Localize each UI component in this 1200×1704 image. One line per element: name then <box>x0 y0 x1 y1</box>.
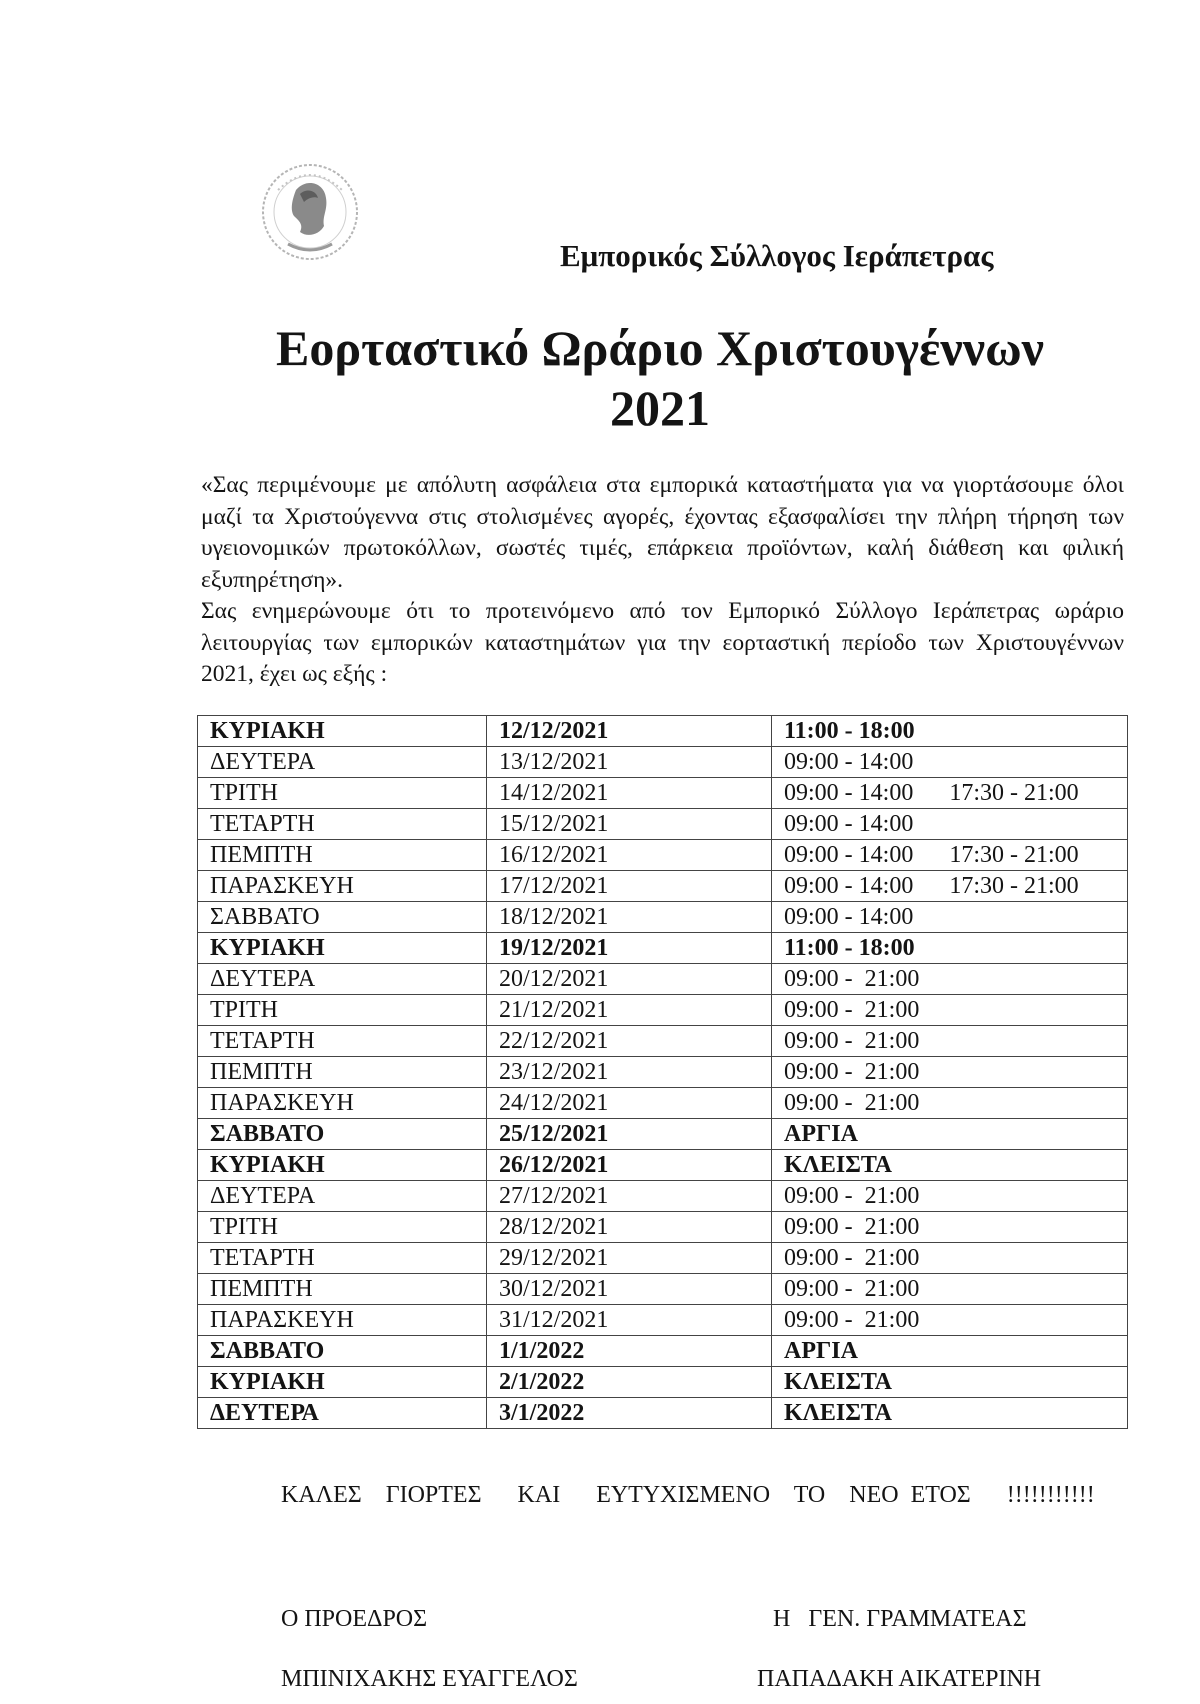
day-cell: ΔΕΥΤΕΡΑ <box>198 1181 487 1212</box>
table-row <box>198 1336 1128 1367</box>
hours-evening: 17:30 - 21:00 <box>949 873 1079 899</box>
hours-primary: 09:00 - 21:00 <box>784 997 920 1023</box>
date-cell: 23/12/2021 <box>487 1057 772 1088</box>
hours-primary: 09:00 - 21:00 <box>784 1059 920 1085</box>
president-name: ΜΠΙΝΙΧΑΚΗΣ ΕΥΑΓΓΕΛΟΣ <box>281 1666 578 1692</box>
secretary-title: Η ΓΕΝ. ΓΡΑΜΜΑΤΕΑΣ <box>773 1606 1027 1632</box>
date-cell: 30/12/2021 <box>487 1274 772 1305</box>
day-cell: ΚΥΡΙΑΚΗ <box>198 716 487 747</box>
date-cell: 21/12/2021 <box>487 995 772 1026</box>
day-cell: ΣΑΒΒΑΤΟ <box>198 1119 487 1150</box>
hours-primary: ΚΛΕΙΣΤΑ <box>784 1400 892 1426</box>
table-row <box>198 1181 1128 1212</box>
hours-cell <box>772 933 1128 964</box>
day-cell: ΠΕΜΠΤΗ <box>198 1057 487 1088</box>
date-cell: 22/12/2021 <box>487 1026 772 1057</box>
date-cell: 14/12/2021 <box>487 778 772 809</box>
date-cell: 15/12/2021 <box>487 809 772 840</box>
hours-cell <box>772 1057 1128 1088</box>
organization-name: Εμπορικός Σύλλογος Ιεράπετρας <box>560 238 994 273</box>
hours-primary: 09:00 - 21:00 <box>784 1183 920 1209</box>
table-row <box>198 871 1128 902</box>
hours-primary: 09:00 - 21:00 <box>784 1214 920 1240</box>
table-row <box>198 1243 1128 1274</box>
hours-primary: 11:00 - 18:00 <box>784 935 915 961</box>
table-row <box>198 1305 1128 1336</box>
hours-cell <box>772 778 1128 809</box>
hours-primary: 09:00 - 21:00 <box>784 1245 920 1271</box>
date-cell: 2/1/2022 <box>487 1367 772 1398</box>
day-cell: ΠΑΡΑΣΚΕΥΗ <box>198 871 487 902</box>
hours-primary: 09:00 - 14:00 <box>784 873 914 899</box>
hours-cell <box>772 964 1128 995</box>
intro-text <box>201 470 1124 691</box>
day-cell: ΚΥΡΙΑΚΗ <box>198 1150 487 1181</box>
hours-primary: 09:00 - 14:00 <box>784 842 914 868</box>
day-cell: ΠΑΡΑΣΚΕΥΗ <box>198 1088 487 1119</box>
holiday-schedule-table <box>197 715 1128 1429</box>
day-cell: ΔΕΥΤΕΡΑ <box>198 964 487 995</box>
day-cell: ΣΑΒΒΑΤΟ <box>198 902 487 933</box>
date-cell: 19/12/2021 <box>487 933 772 964</box>
table-row <box>198 1274 1128 1305</box>
hours-cell <box>772 1305 1128 1336</box>
hours-primary: 09:00 - 21:00 <box>784 1090 920 1116</box>
table-row <box>198 809 1128 840</box>
date-cell: 26/12/2021 <box>487 1150 772 1181</box>
hours-cell <box>772 1212 1128 1243</box>
hours-cell <box>772 809 1128 840</box>
date-cell: 12/12/2021 <box>487 716 772 747</box>
intro-quote: «Σας περιμένουμε με απόλυτη ασφάλεια στα εμπορικά καταστήματα για να γιορτάσουμε όλοι μαζί τα Χριστούγεννα στις στολισμένες αγορές, έχοντας εξασφαλίσει την πλήρη τήρηση των υγειονομικών πρωτοκόλλων, σωστές τιμές, επάρκεια προϊόντων, καλή διάθεση και φιλική εξυπηρέτηση». <box>201 472 1124 593</box>
date-cell: 17/12/2021 <box>487 871 772 902</box>
table-row <box>198 716 1128 747</box>
hours-primary: 09:00 - 14:00 <box>784 904 914 930</box>
hours-cell <box>772 1243 1128 1274</box>
date-cell: 18/12/2021 <box>487 902 772 933</box>
table-row <box>198 1398 1128 1429</box>
table-row <box>198 964 1128 995</box>
day-cell: ΚΥΡΙΑΚΗ <box>198 1367 487 1398</box>
date-cell: 25/12/2021 <box>487 1119 772 1150</box>
date-cell: 31/12/2021 <box>487 1305 772 1336</box>
date-cell: 13/12/2021 <box>487 747 772 778</box>
hours-cell <box>772 747 1128 778</box>
day-cell: ΠΕΜΠΤΗ <box>198 840 487 871</box>
day-cell: ΤΡΙΤΗ <box>198 995 487 1026</box>
table-row <box>198 902 1128 933</box>
hours-primary: ΚΛΕΙΣΤΑ <box>784 1152 892 1178</box>
table-row <box>198 840 1128 871</box>
hours-cell <box>772 1150 1128 1181</box>
hours-cell <box>772 902 1128 933</box>
hours-primary: 09:00 - 21:00 <box>784 1028 920 1054</box>
date-cell: 28/12/2021 <box>487 1212 772 1243</box>
day-cell: ΤΡΙΤΗ <box>198 778 487 809</box>
table-row <box>198 1367 1128 1398</box>
day-cell: ΤΕΤΑΡΤΗ <box>198 1243 487 1274</box>
title-line-1: Εορταστικό Ωράριο Χριστουγέννων <box>276 320 1044 376</box>
hours-cell <box>772 716 1128 747</box>
day-cell: ΣΑΒΒΑΤΟ <box>198 1336 487 1367</box>
hours-primary: ΑΡΓΙΑ <box>784 1121 858 1147</box>
holiday-wishes: ΚΑΛΕΣ ΓΙΟΡΤΕΣ ΚΑΙ ΕΥΤΥΧΙΣΜΕΝΟ ΤΟ ΝΕΟ ΕΤΟΣ !!!!!!!!!!! <box>281 1482 1095 1508</box>
table-row <box>198 1026 1128 1057</box>
table-row <box>198 747 1128 778</box>
date-cell: 1/1/2022 <box>487 1336 772 1367</box>
date-cell: 24/12/2021 <box>487 1088 772 1119</box>
hours-primary: 09:00 - 21:00 <box>784 1307 920 1333</box>
president-title: Ο ΠΡΟΕΔΡΟΣ <box>281 1606 428 1632</box>
intro-notice: Σας ενημερώνουμε ότι το προτεινόμενο από τον Εμπορικό Σύλλογο Ιεράπετρας ωράριο λειτουργίας των εμπορικών καταστημάτων για την εορταστική περίοδο των Χριστουγέννων 2021, έχει ως εξής : <box>201 598 1124 687</box>
table-row <box>198 995 1128 1026</box>
table-row <box>198 1119 1128 1150</box>
association-seal-logo <box>258 160 362 264</box>
title-year: 2021 <box>610 380 710 436</box>
hours-cell <box>772 840 1128 871</box>
hours-evening: 17:30 - 21:00 <box>949 780 1079 806</box>
hours-cell <box>772 1336 1128 1367</box>
table-row <box>198 1150 1128 1181</box>
hours-cell <box>772 1274 1128 1305</box>
day-cell: ΠΕΜΠΤΗ <box>198 1274 487 1305</box>
day-cell: ΔΕΥΤΕΡΑ <box>198 1398 487 1429</box>
day-cell: ΤΡΙΤΗ <box>198 1212 487 1243</box>
hours-cell <box>772 1026 1128 1057</box>
date-cell: 20/12/2021 <box>487 964 772 995</box>
hours-primary: 09:00 - 14:00 <box>784 780 914 806</box>
hours-cell <box>772 1119 1128 1150</box>
date-cell: 27/12/2021 <box>487 1181 772 1212</box>
table-row <box>198 1212 1128 1243</box>
table-row <box>198 1088 1128 1119</box>
hours-cell <box>772 995 1128 1026</box>
hours-primary: 11:00 - 18:00 <box>784 718 915 744</box>
hours-cell <box>772 1181 1128 1212</box>
hours-cell <box>772 1367 1128 1398</box>
hours-primary: 09:00 - 14:00 <box>784 811 914 837</box>
table-row <box>198 1057 1128 1088</box>
hours-primary: ΑΡΓΙΑ <box>784 1338 858 1364</box>
day-cell: ΤΕΤΑΡΤΗ <box>198 809 487 840</box>
hours-cell <box>772 1088 1128 1119</box>
hours-primary: 09:00 - 21:00 <box>784 966 920 992</box>
hours-primary: 09:00 - 21:00 <box>784 1276 920 1302</box>
day-cell: ΔΕΥΤΕΡΑ <box>198 747 487 778</box>
hours-cell <box>772 1398 1128 1429</box>
hours-primary: 09:00 - 14:00 <box>784 749 914 775</box>
date-cell: 16/12/2021 <box>487 840 772 871</box>
hours-primary: ΚΛΕΙΣΤΑ <box>784 1369 892 1395</box>
table-row <box>198 778 1128 809</box>
day-cell: ΤΕΤΑΡΤΗ <box>198 1026 487 1057</box>
table-row <box>198 933 1128 964</box>
hours-evening: 17:30 - 21:00 <box>949 842 1079 868</box>
day-cell: ΠΑΡΑΣΚΕΥΗ <box>198 1305 487 1336</box>
secretary-name: ΠΑΠΑΔΑΚΗ ΑΙΚΑΤΕΡΙΝΗ <box>757 1666 1042 1692</box>
date-cell: 3/1/2022 <box>487 1398 772 1429</box>
day-cell: ΚΥΡΙΑΚΗ <box>198 933 487 964</box>
hours-cell <box>772 871 1128 902</box>
page-title <box>0 318 1200 438</box>
date-cell: 29/12/2021 <box>487 1243 772 1274</box>
